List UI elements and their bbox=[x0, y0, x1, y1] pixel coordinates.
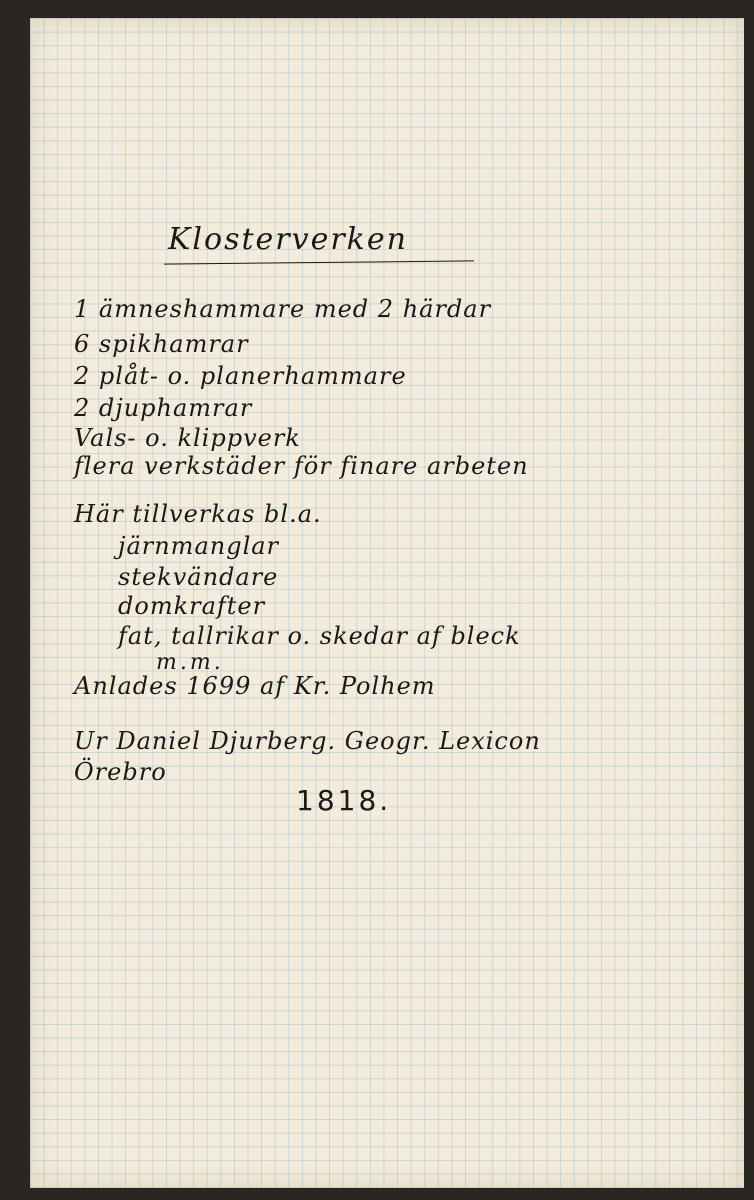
source-year: 1818. bbox=[296, 784, 392, 817]
document-title: Klosterverken bbox=[168, 222, 408, 257]
list-item: Vals- o. klippverk bbox=[74, 424, 301, 452]
product-item: stekvändare bbox=[118, 563, 279, 591]
list-item: 2 djuphamrar bbox=[74, 394, 253, 422]
list-item: 1 ämneshammare med 2 härdar bbox=[74, 295, 492, 323]
product-item: järnmanglar bbox=[118, 532, 280, 560]
etc-note: m.m. bbox=[156, 650, 224, 675]
founded-line: Anlades 1699 af Kr. Polhem bbox=[74, 672, 436, 700]
source-line: Ur Daniel Djurberg. Geogr. Lexicon bbox=[74, 727, 541, 755]
products-intro: Här tillverkas bl.a. bbox=[74, 500, 322, 528]
product-item: fat, tallrikar o. skedar af bleck bbox=[118, 622, 521, 650]
source-place: Örebro bbox=[74, 758, 167, 786]
list-item: 6 spikhamrar bbox=[74, 330, 249, 358]
list-item: flera verkstäder för finare arbeten bbox=[74, 452, 529, 480]
product-item: domkrafter bbox=[118, 592, 266, 620]
list-item: 2 plåt- o. planerhammare bbox=[74, 362, 407, 390]
